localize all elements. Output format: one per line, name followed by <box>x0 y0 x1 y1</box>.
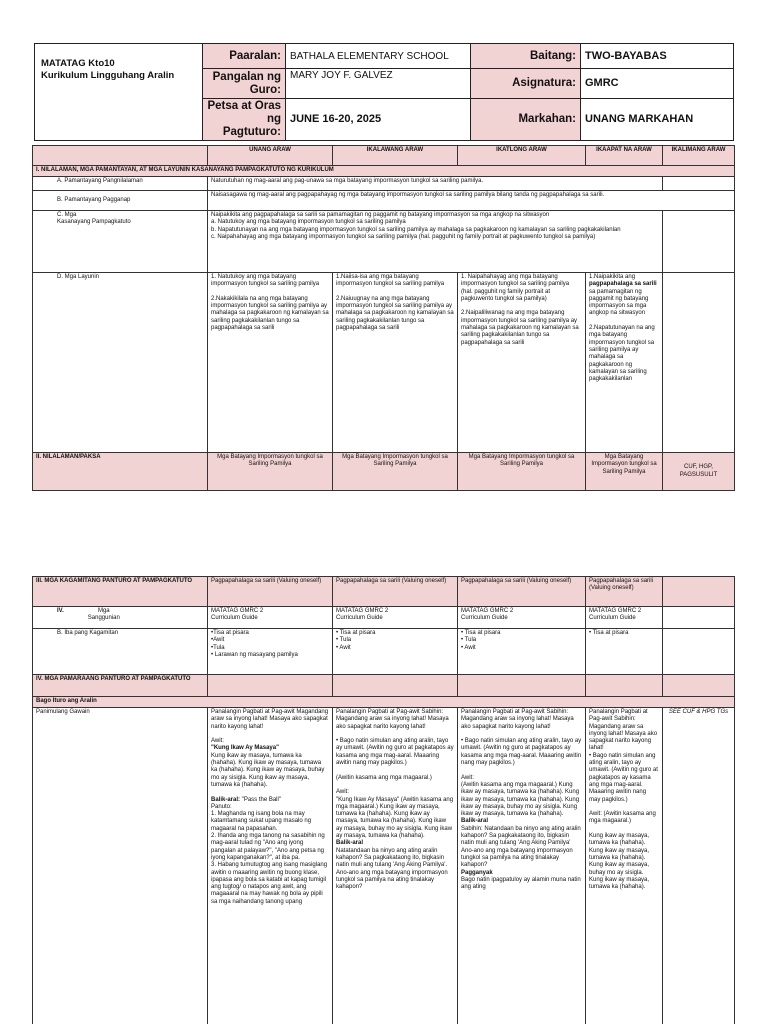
panimula-day-1-song: "Kung Ikaw Ay Masaya" <box>211 745 279 752</box>
pamantayang-pangnilalaman-label: A. Pamantayang Pangnilalaman <box>33 177 208 191</box>
sanggunian-label <box>33 607 208 629</box>
empty-cell <box>663 607 735 629</box>
kagamitan-day-2: Pagpapahalaga sa sarili (Valuing oneself) <box>333 577 458 607</box>
sanggunian-day-2: MATATAG GMRC 2 Curriculum Guide <box>333 607 458 629</box>
layunin-day-4-a: 1.Naipakikita ang <box>589 274 636 280</box>
petsa-value: JUNE 16-20, 2025 <box>286 99 471 141</box>
day-header-1: UNANG ARAW <box>208 146 333 166</box>
baitang-value: TWO-BAYABAS <box>581 44 734 69</box>
day-header-3: IKATLONG ARAW <box>458 146 586 166</box>
empty-cell <box>663 629 735 675</box>
bago-ituro-label: Bago Ituro ang Aralin <box>33 697 735 708</box>
iba-pang-kagamitan-day-3: • Tisa at pisara • Tula • Awit <box>458 629 586 675</box>
kagamitan-day-1: Pagpapahalaga sa sarili (Valuing oneself) <box>208 577 333 607</box>
panimula-day-1-b: Kung ikaw ay masaya, tumawa ka (hahaha). Kung ikaw ay masaya, tumawa ka (hahaha). Kung ikaw ay masaya, buhay mo ay sisigla. Kung ikaw ay masaya, tumawa ka (hahaha). <box>211 752 325 788</box>
day-header-2: IKALAWANG ARAW <box>333 146 458 166</box>
pamantayang-pagganap-text: Naisasagawa ng mag-aaral ang pagpapahayag ng mga batayang impormasyon tungkol sa sariling pamilya bilang tanda ng pagpapahalaga sa sarili. <box>208 191 735 211</box>
kasanayang-label: C. Mga Kasanayang Pampagkatuto <box>33 211 208 273</box>
layunin-day-4-b: pagpapahalaga sa sarili <box>589 281 657 288</box>
header-table <box>34 43 734 141</box>
sanggunian-day-4: MATATAG GMRC 2 Curriculum Guide <box>586 607 663 629</box>
plan-title-line1: MATATAG Kto10 <box>41 58 115 69</box>
iba-pang-kagamitan-label: B. Iba pang Kagamitan <box>33 629 208 675</box>
kagamitan-label: III. MGA KAGAMITANG PANTURO AT PAMPAGKATUTO <box>33 577 208 607</box>
plan-table-top <box>32 145 735 491</box>
panimula-day-3-balik: Balik-aral <box>461 818 489 825</box>
markahan-value: UNANG MARKAHAN <box>581 99 734 141</box>
iba-pang-kagamitan-day-2: • Tisa at pisara • Tula • Awit <box>333 629 458 675</box>
panimula-day-1-balik: Balik-aral: <box>211 796 241 803</box>
layunin-day-1: 1. Natutukoy ang mga batayang impormasyon tungkol sa sariling pamilya 2.Nakakikilala na ang mga batayang impormasyon tungkol sa sariling pamilya ay mahalaga sa pagkakaroon ng kamalayan sa sariling pagkakakilanlan tungo sa pagpapahalaga sa sarili <box>208 273 333 453</box>
panimula-day-5: SEE CUF & HPG TGs <box>663 708 735 1024</box>
empty-cell <box>663 577 735 607</box>
layunin-day-2: 1.Naiisa-isa ang mga batayang impormasyon tungkol sa sariling pamilya 2.Naiuugnay na ang mga batayang impormasyon tungkol sa sariling pamilya ay mahalaga sa pagkakaroon ng kamalayan sa sariling pagkakakilanlan tungo sa pagpapahalaga sa sarili <box>333 273 458 453</box>
plan-title <box>35 44 203 141</box>
panimulang-gawain-label: Panimulang Gawain <box>33 708 208 1024</box>
nilalaman-day-4: Mga Batayang Impormasyon tungkol sa Sariling Pamilya <box>586 453 663 491</box>
panimula-day-3-c: Bago natin ipagpatuloy ay alamin muna natin ang ating <box>461 876 581 891</box>
day-header-5: IKALIMANG ARAW <box>663 146 735 166</box>
panimula-day-1-c: "Pass the Ball" Panuto: 1. Maghanda ng isang bola na may katamtamang sukat upang masalo ng magaaral na papasahan. 2. Ihanda ang mga tanong na sasabihin ng mag-aaral tulad ng "Ano ang iyong pangalan at palayaw?", "Ano ang petsa ng iyong kapanganakan?", at iba pa. 3. Habang tumutugtog ang isang masiglang awitin o maaaring awitin ng buong klase, ipapasa ang bola sa katabi at kapag tumigil ang tugtog/ o natapos ang awit, ang magaaaral na may hawak ng bola ay pipili sa mga naihandang tanong upang <box>211 796 328 905</box>
paaralan-label: Paaralan: <box>203 44 286 69</box>
iba-pang-kagamitan-day-1: •Tisa at pisara •Awit •Tula • Larawan ng masayang pamilya <box>208 629 333 675</box>
panimula-day-2-a: Panalangin Pagbati at Pag-awit Sabihin: Magandang araw sa inyong lahat! Masaya ako sapagkat narito kayong lahat! • Bago natin simulan ang ating aralin, tayo ay umawit. (Awitin ng guro at pagkatapos ay kasama ang mga mag-aaral. Maaaring awitin nang may pagkilos.) (Awitin kasama ang mga magaaral.) Awit: "Kung Ikaw Ay Masaya" (Awitin kasama ang mga magaaral.) Kung ikaw ay masaya, tumawa ka (hahaha). Kung ikaw ay masaya, tumawa ka (hahaha). Kung ikaw ay masaya, buhay mo ay sisigla. Kung ikaw ay masaya, tumawa ka (hahaha). <box>336 709 454 840</box>
nilalaman-day-1: Mga Batayang Impormasyon tungkol sa Sariling Pamilya <box>208 453 333 491</box>
sanggunian-text: Mga Sanggunian <box>87 608 120 622</box>
sanggunian-day-3: MATATAG GMRC 2 Curriculum Guide <box>458 607 586 629</box>
section-1-title-suffix: KASANAYANG PAMPAGKATUTO NG KURIKULUM <box>191 167 334 173</box>
corner-cell <box>33 146 208 166</box>
layunin-day-4-c: sa pamamagitan ng paggamit ng batayang impormasyon sa mga angkop na sitwasyon 2.Napatutunayan na ang mga batayang impormasyon tungkol sa sariling pamilya ay mahalaga sa pagkakaroon ng kamalayan sa sariling pagkakakilanlan <box>589 288 655 383</box>
pamantayang-pangnilalaman-text: Naturutuhan ng mag-aaral ang pag-unawa sa mga batayang impormasyon tungkol sa sariling pamilya. <box>208 177 663 191</box>
guro-label: Pangalan ng Guro: <box>203 69 286 99</box>
layunin-day-3: 1. Naipahahayag ang mga batayang impormasyon tungkol sa sariling pamilya (hal. pagguhit ng family portrait at pagkuwento tungkol sa pamilya) 2.Naipaliliwanag na ang mga batayang impormasyon tungkol sa sariling pamilya ay mahalaga sa pagkakaroon ng kamalayan sa sariling pagkakakilanlan tungo sa pagpapahalaga sa sarili <box>458 273 586 453</box>
panimula-day-4: Panalangin Pagbati at Pag-awit Sabihin: Magandang araw sa inyong lahat! Masaya ako sapagkat narito kayong lahat! • Bago natin simulan ang ating aralin, tayo ay umawit. (Awitin ng guro at pagkatapos ay kasama ang mga mag-aaral. Maaaring awitin nang may pagkilos.) Awit: (Awitin kasama ang mga magaaral.) Kung ikaw ay masaya, tumawa ka (hahaha). Kung ikaw ay masaya, tumawa ka (hahaha). Kung ikaw ay masaya, buhay mo ay sisigla. Kung ikaw ay masaya, tumawa ka (hahaha). <box>586 708 663 1024</box>
petsa-label: Petsa at Oras ng Pagtuturo: <box>203 99 286 141</box>
layunin-day-4 <box>586 273 663 453</box>
empty-cell <box>663 273 735 453</box>
kagamitan-day-4: Pagpapahalaga sa sarili (Valuing oneself) <box>586 577 663 607</box>
markahan-label: Markahan: <box>471 99 581 141</box>
guro-value: MARY JOY F. GALVEZ <box>286 69 471 99</box>
nilalaman-day-2: Mga Batayang Impormasyon tungkol sa Sariling Pamilya <box>333 453 458 491</box>
panimula-day-3 <box>458 708 586 1024</box>
asignatura-label: Asignatura: <box>471 69 581 99</box>
panimula-day-3-b: Sabihin: Natandaan ba ninyo ang ating aralin kahapon? Sa pagkakataong ito, bigkasin natin muli ang tulang 'Ang Aking Pamilya' Ano-ano ang mga batayang impormasyon tungkol sa pamilya na ating tinalakay kahapon? <box>461 825 581 869</box>
asignatura-value: GMRC <box>581 69 734 99</box>
panimula-day-2-b: Natatandaan ba ninyo ang ating aralin kahapon? Sa pagkakataong ito, bigkasin natin muli ang tulang 'Ang Aking Pamilya'. Ano-ano ang mga batayang impormasyon tungkol sa pamilya na ating tinalakay kahapon? <box>336 847 448 891</box>
iba-pang-kagamitan-day-4: • Tisa at pisara <box>586 629 663 675</box>
sanggunian-number: IV. <box>57 608 64 614</box>
sanggunian-day-1: MATATAG GMRC 2 Curriculum Guide <box>208 607 333 629</box>
panimula-day-2-balik: Balik-aral <box>336 840 364 847</box>
baitang-label: Baitang: <box>471 44 581 69</box>
plan-title-line2: Kurikulum Lingguhang Aralin <box>41 70 175 81</box>
section-1-title-text: I. NILALAMAN, MGA PAMANTAYAN, AT MGA LAYUNIN <box>36 167 190 173</box>
pamantayang-pagganap-label: B. Pamantayang Pagganap <box>33 191 208 211</box>
section-1-title <box>33 166 735 177</box>
plan-table-bottom <box>32 576 735 1024</box>
empty-cell <box>663 177 735 191</box>
panimula-day-1-a: Panalangin Pagbati at Pag-awit Magandang araw sa inyong lahat! Masaya ako sapagkat narito kayong lahat! Awit: <box>211 709 329 745</box>
pamaraan-label: IV. MGA PAMARAANG PANTURO AT PAMPAGKATUTO <box>33 675 208 697</box>
kagamitan-day-3: Pagpapahalaga sa sarili (Valuing oneself) <box>458 577 586 607</box>
nilalaman-day-5: CUF, HGP, PAGSUSULIT <box>663 453 735 491</box>
paaralan-value: BATHALA ELEMENTARY SCHOOL <box>286 44 471 69</box>
panimula-day-3-pagganyak: Pagganyak <box>461 869 493 876</box>
panimula-day-3-a: Panalangin Pagbati at Pag-awit Sabihin: Magandang araw sa inyong lahat! Masaya ako sapagkat narito kayong lahat! • Bago natin simulan ang ating aralin, tayo ay umawit. (Awitin ng guro at pagkatapos ay kasama ang mga mag-aaral. Maaaring awitin nang may pagkilos.) Awit: (Awitin kasama ang mga magaaral.) Kung ikaw ay masaya, tumawa ka (hahaha). Kung ikaw ay masaya, tumawa ka (hahaha). Kung ikaw ay masaya, buhay mo ay sisigla. Kung ikaw ay masaya, tumawa ka (hahaha). <box>461 709 582 818</box>
nilalaman-day-3: Mga Batayang Impormasyon tungkol sa Sariling Pamilya <box>458 453 586 491</box>
layunin-label: D. Mga Layunin <box>33 273 208 453</box>
panimula-day-1 <box>208 708 333 1024</box>
day-header-4: IKAAPAT NA ARAW <box>586 146 663 166</box>
kasanayang-text: Naipakikita ang pagpapahalaga sa sarili sa pamamagitan ng paggamit ng batayang impormasyon sa mga angkop na sitwasyon a. Natutukoy ang mga batayang impormasyon tungkol sa sariling pamilya b. Napatutunayan na ang mga batayang impormasyon tungkol sa sariling pamilya ay mahalaga sa pagkakaroon ng kamalayan sa sariling pagkakakilanlan c. Naipahahayag ang mga batayang impormasyon tungkol sa sariling pamilya (hal. pagguhit ng family portrait at pagkuwento tungkol sa pamilya) <box>208 211 663 273</box>
nilalaman-label: II. NILALAMAN/PAKSA <box>33 453 208 491</box>
panimula-day-2 <box>333 708 458 1024</box>
empty-cell <box>663 211 735 273</box>
